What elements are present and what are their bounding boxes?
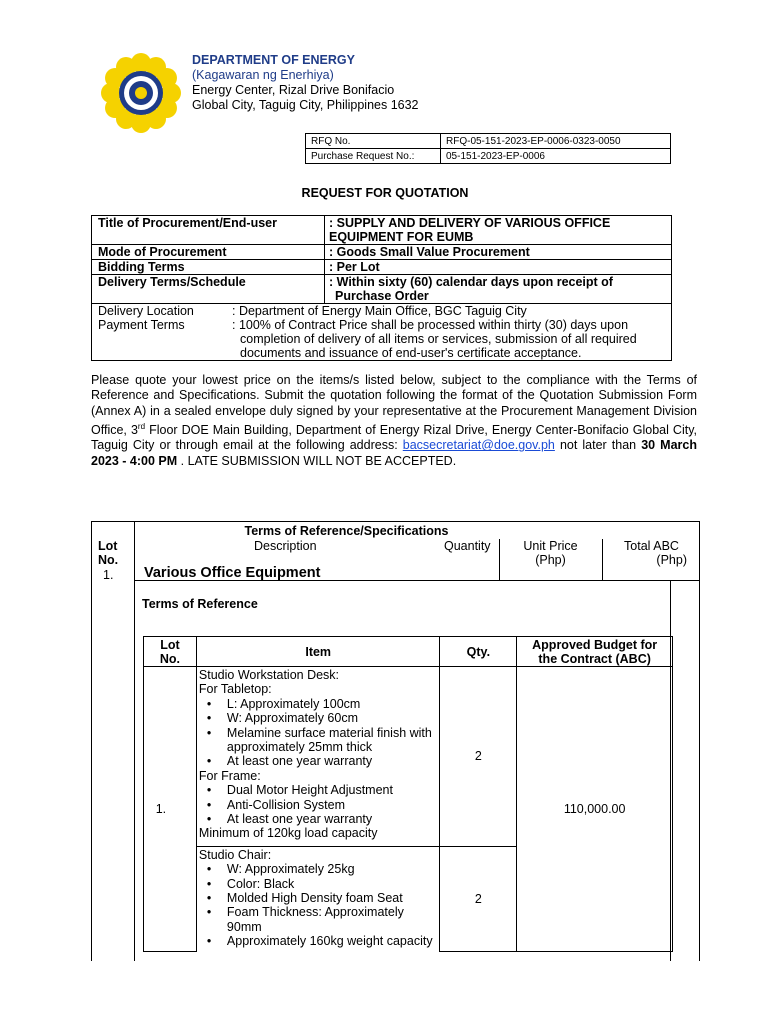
list-item: • Color: Black bbox=[199, 877, 440, 891]
rfq-number-box bbox=[305, 133, 671, 164]
pr-value: 05-151-2023-EP-0006 bbox=[441, 149, 671, 164]
document-title: REQUEST FOR QUOTATION bbox=[301, 186, 469, 200]
list-item: • At least one year warranty bbox=[199, 754, 440, 768]
tor-qty-header: Qty. bbox=[440, 637, 517, 667]
agency-name: DEPARTMENT OF ENERGY bbox=[192, 53, 355, 67]
procurement-title-value-1: : SUPPLY AND DELIVERY OF VARIOUS OFFICE bbox=[329, 216, 611, 230]
pr-label: Purchase Request No.: bbox=[306, 149, 441, 164]
payment-value-1: : 100% of Contract Price shall be processed within thirty (30) days upon bbox=[232, 318, 629, 332]
delivery-location-label: Delivery Location bbox=[98, 304, 194, 318]
instructions-text-1: Please quote your lowest price on the items/s listed below, subject to the compliance with the Terms of Reference and Specifications. Submit the quotation following the format of the Quotation Submission Form (Annex A) in a sealed envelope duly signed by your representative at the Procurement Management Division Office, 3 bbox=[91, 373, 697, 438]
tor-lot-header-1: Lot bbox=[160, 637, 180, 652]
list-item: • Foam Thickness: Approximately 90mm bbox=[199, 905, 440, 934]
abc-value: 110,000.00 bbox=[517, 667, 673, 952]
procurement-title-value-2: EQUIPMENT FOR EUMB bbox=[329, 230, 474, 244]
mode-value: : Goods Small Value Procurement bbox=[324, 245, 671, 259]
table-row bbox=[196, 667, 440, 847]
tor-item-header: Item bbox=[196, 637, 440, 667]
rfq-label: RFQ No. bbox=[306, 134, 441, 149]
instructions-paragraph bbox=[91, 373, 697, 469]
spec-line: Studio Workstation Desk: bbox=[198, 668, 340, 682]
spec-line: Studio Chair: bbox=[198, 847, 272, 862]
tor-abc-header-2: the Contract (ABC) bbox=[538, 651, 651, 666]
delivery-terms-label: Delivery Terms/Schedule bbox=[98, 275, 246, 289]
agency-header bbox=[192, 53, 419, 113]
total-abc-header-1: Total ABC bbox=[624, 539, 679, 553]
address-line-2: Global City, Taguig City, Philippines 1632 bbox=[192, 98, 419, 112]
mode-label: Mode of Procurement bbox=[98, 245, 227, 259]
spec-line: Minimum of 120kg load capacity bbox=[198, 826, 378, 841]
delivery-terms-value-2: Purchase Order bbox=[335, 289, 429, 303]
unit-price-header-1: Unit Price bbox=[523, 539, 578, 553]
description-header: Description bbox=[254, 539, 317, 553]
list-item: • L: Approximately 100cm bbox=[199, 697, 440, 711]
spec-line: For Frame: bbox=[198, 768, 261, 783]
list-item: • W: Approximately 60cm bbox=[199, 711, 440, 725]
deadline: 30 March 2023 - 4:00 PM bbox=[91, 438, 697, 468]
instructions-text-2: Floor DOE Main Building, Department of Energy Rizal Drive, Energy Center-Bonifacio Global City, Taguig City or through email at the following address: bbox=[91, 423, 697, 453]
unit-price-header-2: (Php) bbox=[535, 553, 566, 567]
procurement-info-table bbox=[91, 215, 672, 361]
delivery-terms-value-1: : Within sixty (60) calendar days upon receipt of bbox=[329, 275, 613, 289]
instructions-superscript: rd bbox=[137, 421, 146, 431]
tor-subtitle: Terms of Reference bbox=[142, 597, 258, 611]
spec-bullet-list bbox=[199, 697, 440, 769]
lot-number: 1. bbox=[103, 568, 114, 582]
list-item: • W: Approximately 25kg bbox=[199, 862, 440, 876]
list-item: • Anti-Collision System bbox=[199, 798, 440, 812]
lot-title: Various Office Equipment bbox=[144, 565, 321, 581]
email-link[interactable]: bacsecretariat@doe.gov.ph bbox=[402, 438, 555, 453]
spec-bullet-list bbox=[199, 783, 440, 826]
rfq-value: RFQ-05-151-2023-EP-0006-0323-0050 bbox=[441, 134, 671, 149]
instructions-text-3: not later than bbox=[554, 438, 642, 453]
list-item: • Melamine surface material finish with approximately 25mm thick bbox=[199, 726, 440, 755]
doe-seal-icon bbox=[98, 50, 184, 136]
list-item: • Approximately 160kg weight capacity bbox=[199, 934, 440, 948]
payment-value-2: completion of delivery of all items or services, submission of all required bbox=[240, 332, 637, 346]
list-item: • Dual Motor Height Adjustment bbox=[199, 783, 440, 797]
item-qty: 2 bbox=[440, 667, 517, 847]
tor-lot-number: 1. bbox=[144, 667, 197, 952]
terms-of-reference-table bbox=[143, 636, 673, 952]
spec-line: For Tabletop: bbox=[198, 682, 272, 697]
tor-lot-header-2: No. bbox=[159, 651, 181, 666]
payment-value-3: documents and issuance of end-user's certificate acceptance. bbox=[240, 346, 582, 360]
total-abc-header-2: (Php) bbox=[656, 553, 687, 567]
delivery-location-value: : Department of Energy Main Office, BGC Taguig City bbox=[232, 304, 527, 318]
agency-subname: (Kagawaran ng Enerhiya) bbox=[192, 68, 334, 82]
instructions-text-4: . LATE SUBMISSION WILL NOT BE ACCEPTED. bbox=[177, 453, 457, 468]
item-qty: 2 bbox=[440, 846, 517, 951]
list-item: • Molded High Density foam Seat bbox=[199, 891, 440, 905]
table-row bbox=[196, 846, 440, 951]
tor-abc-header-1: Approved Budget for bbox=[532, 637, 658, 652]
procurement-title-label: Title of Procurement/End-user bbox=[98, 216, 277, 230]
tor-header: Terms of Reference/Specifications bbox=[244, 524, 449, 538]
spec-bullet-list bbox=[199, 862, 440, 948]
address-line-1: Energy Center, Rizal Drive Bonifacio bbox=[192, 83, 395, 97]
quantity-header: Quantity bbox=[444, 539, 491, 553]
bidding-label: Bidding Terms bbox=[98, 260, 185, 274]
bidding-value: : Per Lot bbox=[324, 260, 671, 274]
payment-label: Payment Terms bbox=[98, 318, 185, 332]
lot-header-2: No. bbox=[98, 553, 119, 567]
list-item: • At least one year warranty bbox=[199, 812, 440, 826]
lot-header-1: Lot bbox=[98, 539, 118, 553]
